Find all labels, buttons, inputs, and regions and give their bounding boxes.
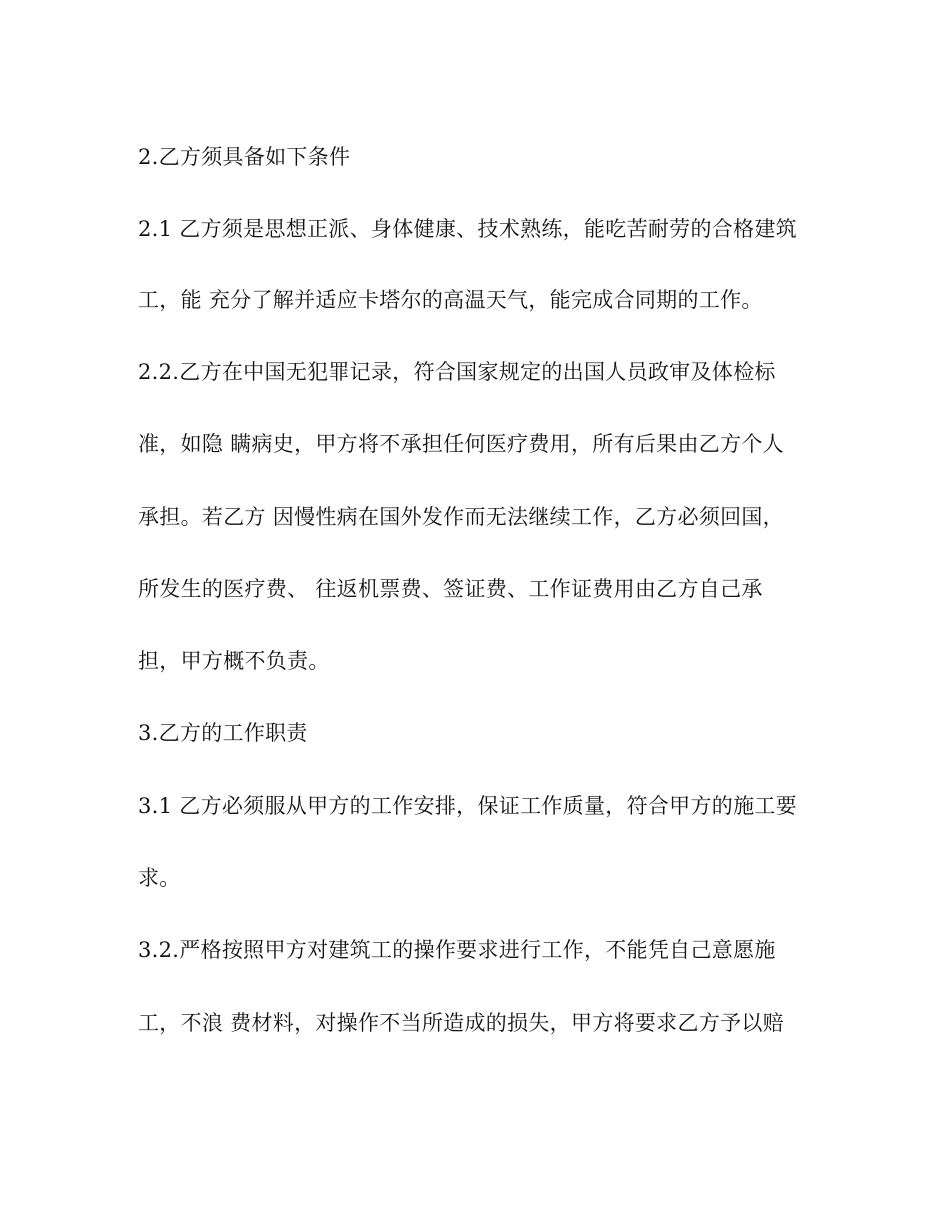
paragraph-line: 所发生的医疗费、 往返机票费、签证费、工作证费用由乙方自己承: [138, 577, 763, 601]
paragraph-line: 工，不浪 费材料，对操作不当所造成的损失，甲方将要求乙方予以赔: [138, 1011, 784, 1035]
paragraph-line: 2.1 乙方须是思想正派、身体健康、技术熟练，能吃苦耐劳的合格建筑: [138, 217, 797, 241]
paragraph-line: 求。: [138, 866, 181, 890]
section-heading-2: 2.乙方须具备如下条件: [138, 145, 351, 169]
section-heading-3: 3.乙方的工作职责: [138, 721, 308, 745]
paragraph-line: 3.1 乙方必须服从甲方的工作安排，保证工作质量，符合甲方的施工要: [138, 794, 797, 818]
paragraph-line: 3.2.严格按照甲方对建筑工的操作要求进行工作，不能凭自己意愿施: [138, 938, 776, 962]
paragraph-line: 准，如隐 瞒病史，甲方将不承担任何医疗费用，所有后果由乙方个人: [138, 432, 784, 456]
paragraph-line: 担，甲方概不负责。: [138, 649, 330, 673]
paragraph-line: 承担。若乙方 因慢性病在国外发作而无法继续工作，乙方必须回国，: [138, 505, 784, 529]
paragraph-line: 工，能 充分了解并适应卡塔尔的高温天气，能完成合同期的工作。: [138, 288, 763, 312]
paragraph-line: 2.2.乙方在中国无犯罪记录，符合国家规定的出国人员政审及体检标: [138, 360, 776, 384]
